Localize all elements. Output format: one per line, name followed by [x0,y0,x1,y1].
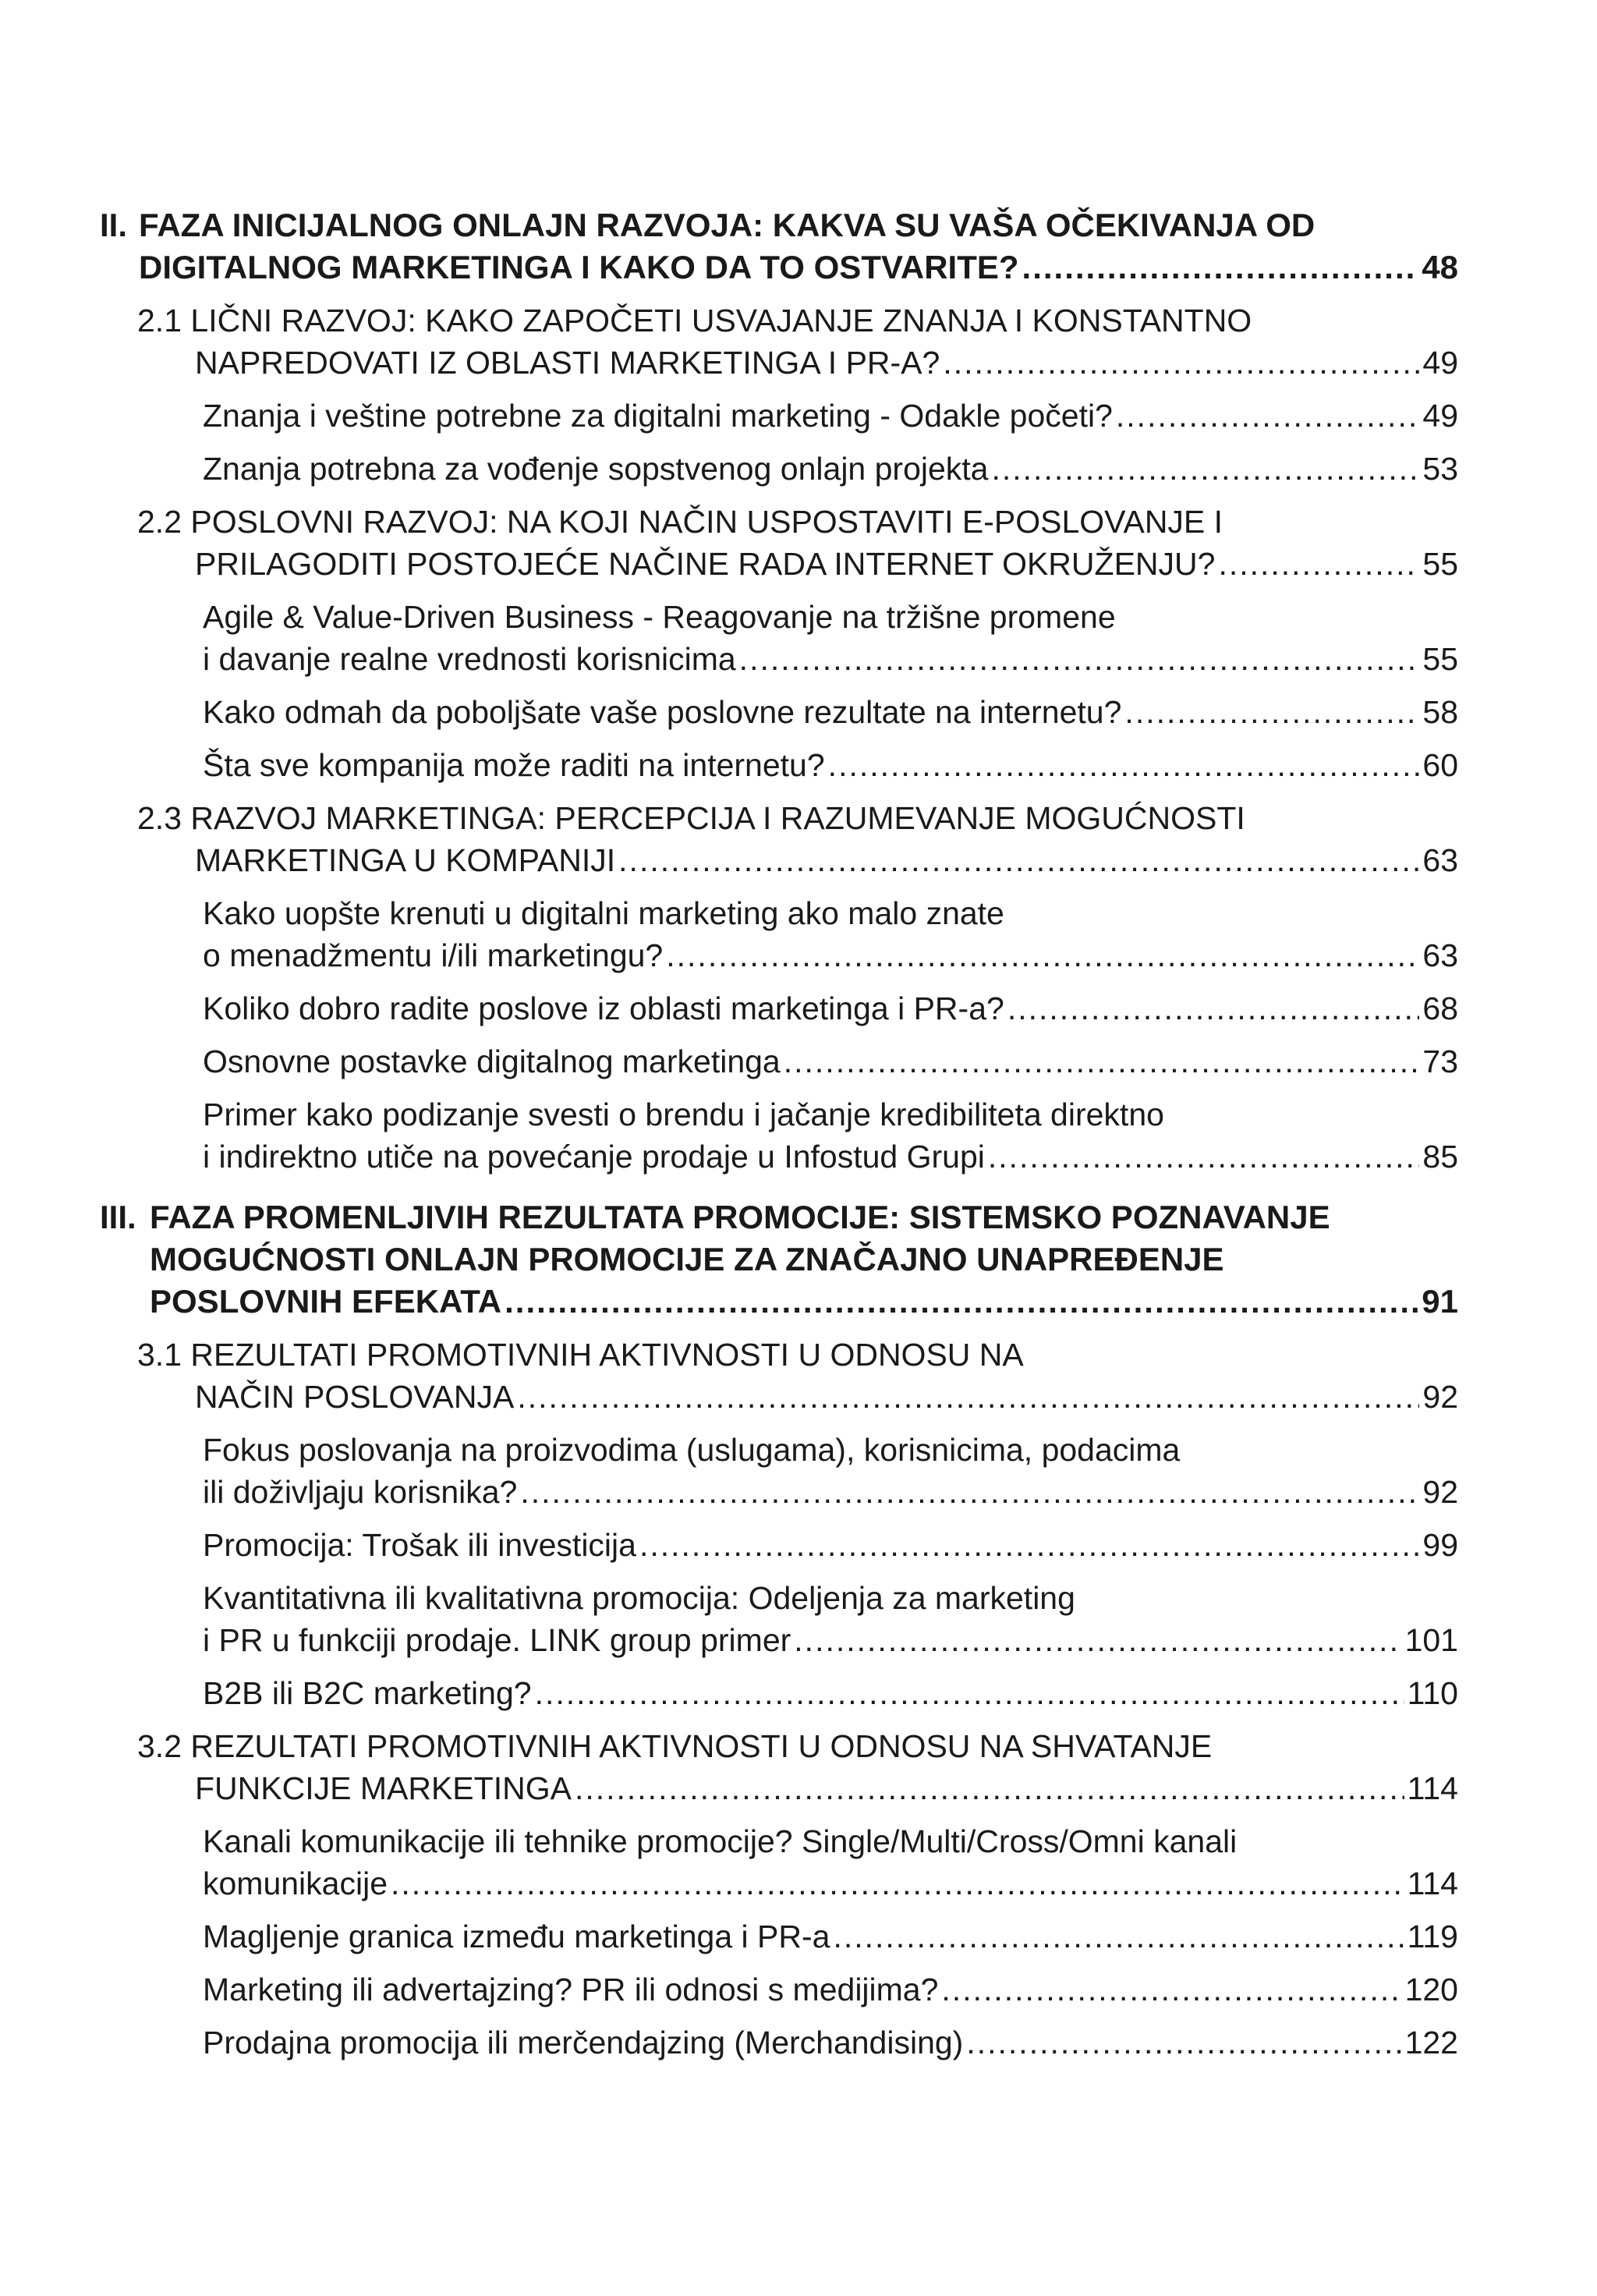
page-number: 55 [1422,641,1458,677]
dot-leader [833,1915,1404,1958]
subsection-title-line: Primer kako podizanje svesti o brendu i jačanje kredibiliteta direktno [203,1097,1164,1132]
dot-leader [618,839,1419,881]
subsection-title: i indirektno utiče na povećanje prodaje u Infostud Grupi [203,1139,985,1175]
part-number: II. [100,207,128,243]
subsection-title-line: Fokus poslovanja na proizvodima (uslugama), korisnicima, podacima [203,1432,1181,1468]
toc-subsection[interactable] [100,596,1458,680]
page-number: 53 [1422,451,1458,487]
subsection-title-line: Kako uopšte krenuti u digitalni marketing ako malo znate [203,895,1004,931]
page-number: 63 [1422,842,1458,878]
toc-subsection[interactable] [100,1093,1458,1178]
dot-leader [794,1619,1401,1661]
section-title-line: 2.1 LIČNI RAZVOJ: KAKO ZAPOČETI USVAJANJE ZNANJA I KONSTANTNO [137,303,1252,338]
page-number: 85 [1422,1139,1458,1175]
section-title-line: 2.3 RAZVOJ MARKETINGA: PERCEPCIJA I RAZUMEVANJE MOGUĆNOSTI [137,800,1245,836]
subsection-title: Osnovne postavke digitalnog marketinga [203,1043,781,1079]
part-number: III. [100,1199,136,1235]
page-number: 63 [1422,937,1458,973]
part-title-line: FAZA INICIJALNOG ONLAJN RAZVOJA: KAKVA SU VAŠA OČEKIVANJA OD [139,207,1315,243]
part-title-line: POSLOVNIH EFEKATA [150,1283,502,1320]
page-number: 99 [1422,1527,1458,1563]
toc-subsection[interactable] [100,448,1458,490]
section-title-line: 3.2 REZULTATI PROMOTIVNIH AKTIVNOSTI U ODNOSU NA SHVATANJE [137,1728,1213,1764]
section-title-line: 2.2 POSLOVNI RAZVOJ: NA KOJI NAČIN USPOSTAVITI E-POSLOVANJE I [137,504,1223,540]
part-title-line: MOGUĆNOSTI ONLAJN PROMOCIJE ZA ZNAČAJNO UNAPREĐENJE [150,1241,1224,1277]
subsection-title: komunikacije [203,1866,388,1901]
toc-subsection[interactable] [100,744,1458,786]
page-number: 55 [1422,546,1458,582]
subsection-title: Magljenje granica između marketinga i PR-a [203,1919,830,1954]
dot-leader [828,744,1420,786]
subsection-title: Marketing ili advertajzing? PR ili odnosi s medijima? [203,1972,939,2007]
dot-leader [1007,987,1420,1029]
part-title-line: FAZA PROMENLJIVIH REZULTATA PROMOCIJE: SISTEMSKO POZNAVANJE [150,1199,1330,1235]
toc-subsection[interactable] [100,1429,1458,1513]
toc-subsection[interactable] [100,1672,1458,1714]
page-number: 73 [1422,1043,1458,1079]
toc-subsection[interactable] [100,1915,1458,1958]
toc-subsection[interactable] [100,987,1458,1029]
toc-section-2-3[interactable] [100,797,1458,881]
section-title-line: PRILAGODITI POSTOJEĆE NAČINE RADA INTERNET OKRUŽENJU? [195,546,1216,582]
subsection-title: ili doživljaju korisnika? [203,1474,518,1510]
page-number: 120 [1404,1972,1458,2007]
subsection-title: o menadžmentu i/ili marketingu? [203,937,664,973]
page-number: 92 [1422,1474,1458,1510]
dot-leader [1022,246,1419,289]
subsection-title: Prodajna promocija ili merčendajzing (Merchandising) [203,2025,964,2060]
page-number: 122 [1404,2025,1458,2060]
page-number: 92 [1422,1379,1458,1415]
dot-leader [505,1281,1418,1323]
page-number: 49 [1422,345,1458,381]
page-number: 68 [1422,990,1458,1026]
dot-leader [1218,543,1419,585]
page-number: 60 [1422,747,1458,783]
page-number: 114 [1407,1770,1458,1806]
toc-subsection[interactable] [100,2021,1458,2064]
dot-leader [517,1376,1419,1418]
page-number: 119 [1407,1919,1458,1954]
subsection-title: i PR u funkciji prodaje. LINK group primer [203,1622,791,1658]
page-number: 101 [1404,1622,1458,1658]
section-title-line: MARKETINGA U KOMPANIJI [195,842,616,878]
subsection-title-line: Kvantitativna ili kvalitativna promocija: Odeljenja za marketing [203,1580,1075,1616]
subsection-title: Kako odmah da poboljšate vaše poslovne rezultate na internetu? [203,694,1122,730]
page-number: 110 [1407,1675,1458,1711]
toc-part-3[interactable] [100,1196,1458,1323]
dot-leader [784,1040,1420,1082]
subsection-title-line: Agile & Value-Driven Business - Reagovanje na tržišne promene [203,599,1116,635]
dot-leader [941,1968,1401,2011]
subsection-title: Šta sve kompanija može raditi na internetu? [203,747,825,783]
toc-subsection[interactable] [100,892,1458,976]
dot-leader [666,934,1419,976]
toc-subsection[interactable] [100,1040,1458,1082]
subsection-title: Promocija: Trošak ili investicija [203,1527,636,1563]
page-number: 114 [1407,1866,1458,1901]
toc-part-2[interactable] [100,204,1458,289]
dot-leader [739,638,1420,680]
toc-section-2-2[interactable] [100,501,1458,585]
section-title-line: NAČIN POSLOVANJA [195,1379,515,1415]
dot-leader [575,1767,1404,1809]
dot-leader [991,448,1419,490]
dot-leader [520,1471,1419,1513]
dot-leader [943,342,1419,384]
section-title-line: FUNKCIJE MARKETINGA [195,1770,572,1806]
dot-leader [535,1672,1404,1714]
subsection-title: Koliko dobro radite poslove iz oblasti marketinga i PR-a? [203,990,1004,1026]
table-of-contents [100,204,1458,2075]
dot-leader [966,2021,1401,2064]
page-number: 91 [1422,1283,1458,1320]
subsection-title-line: Kanali komunikacije ili tehnike promocije? Single/Multi/Cross/Omni kanali [203,1823,1238,1859]
section-title-line: NAPREDOVATI IZ OBLASTI MARKETINGA I PR-A? [195,345,940,381]
dot-leader [639,1524,1419,1566]
toc-section-2-1[interactable] [100,299,1458,384]
subsection-title: Znanja i veštine potrebne za digitalni marketing - Odakle početi? [203,398,1113,434]
toc-section-3-2[interactable] [100,1725,1458,1809]
dot-leader [1124,691,1419,733]
page-number: 48 [1422,249,1458,285]
dot-leader [391,1862,1404,1904]
page-number: 49 [1422,398,1458,434]
toc-subsection[interactable] [100,1524,1458,1566]
toc-subsection[interactable] [100,1577,1458,1661]
dot-leader [988,1136,1420,1178]
page-number: 58 [1422,694,1458,730]
toc-subsection[interactable] [100,1968,1458,2011]
toc-section-3-1[interactable] [100,1334,1458,1418]
toc-subsection[interactable] [100,1820,1458,1904]
subsection-title: Znanja potrebna za vođenje sopstvenog onlajn projekta [203,451,989,487]
dot-leader [1116,395,1420,437]
subsection-title: i davanje realne vrednosti korisnicima [203,641,736,677]
subsection-title: B2B ili B2C marketing? [203,1675,532,1711]
part-title-line: DIGITALNOG MARKETINGA I KAKO DA TO OSTVARITE? [139,249,1019,285]
toc-subsection[interactable] [100,691,1458,733]
section-title-line: 3.1 REZULTATI PROMOTIVNIH AKTIVNOSTI U ODNOSU NA [137,1337,1024,1373]
toc-subsection[interactable] [100,395,1458,437]
